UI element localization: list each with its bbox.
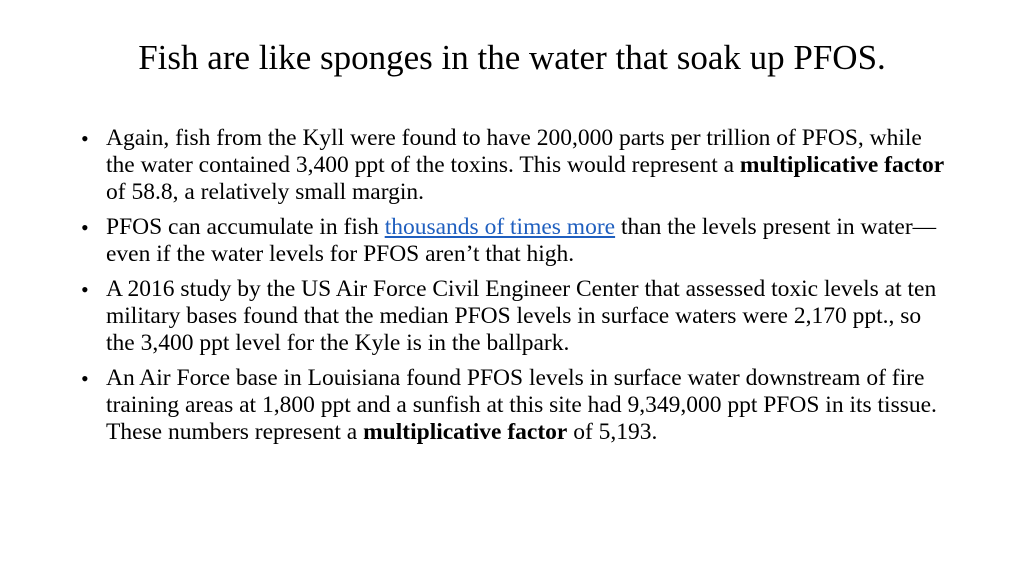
bullet-list	[70, 125, 950, 454]
bullet-text: An Air Force base in Louisiana found PFOS levels in surface water downstream of fire training areas at 1,800 ppt and a sunfish at this site had 9,349,000 ppt PFOS in its tissue. These numbers represent a	[106, 365, 937, 445]
bullet-text: Again, fish from the Kyll were found to have 200,000 parts per trillion of PFOS, while the water contained 3,400 ppt of the toxins. This would represent a	[106, 125, 922, 178]
bullet-item	[70, 365, 950, 446]
bullet-text: of 58.8, a relatively small margin.	[106, 179, 425, 205]
bullet-bold-text: multiplicative factor	[363, 419, 568, 445]
thousands-of-times-more-link[interactable]: thousands of times more	[384, 214, 616, 240]
bullet-text: PFOS can accumulate in fish	[106, 214, 385, 240]
bullet-item	[70, 276, 950, 357]
slide-title: Fish are like sponges in the water that soak up PFOS.	[138, 38, 886, 77]
bullet-text: A 2016 study by the US Air Force Civil Engineer Center that assessed toxic levels at ten military bases found that the median PFOS levels in surface waters were 2,170 ppt., so the 3,400 ppt level for the Kyle is in the ballpark.	[106, 276, 937, 356]
bullet-item	[70, 125, 950, 206]
bullet-text: of 5,193.	[567, 419, 658, 445]
bullet-text: than the levels present in water—even if the water levels for PFOS aren’t that high.	[106, 214, 937, 267]
bullet-item	[70, 214, 950, 268]
bullet-dot: •	[81, 126, 89, 151]
bullet-dot: •	[81, 277, 89, 302]
bullet-dot: •	[81, 366, 89, 391]
bullet-bold-text: multiplicative factor	[739, 152, 945, 178]
bullet-dot: •	[81, 215, 89, 240]
